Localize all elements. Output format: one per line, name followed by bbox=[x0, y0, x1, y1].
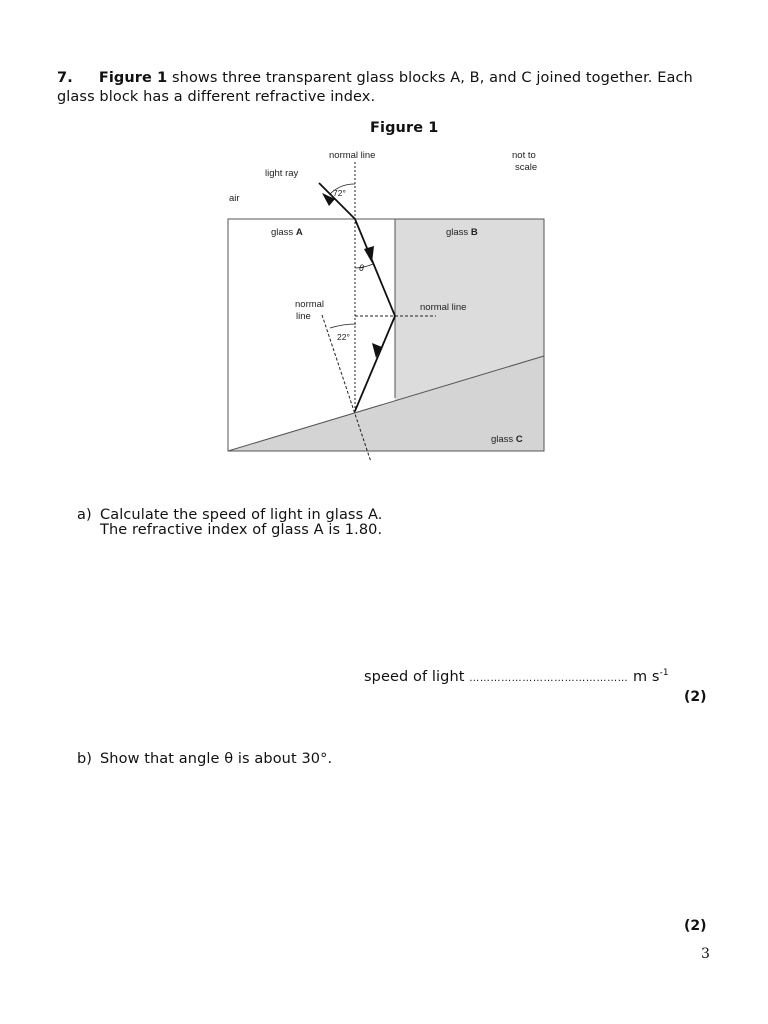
label-light-ray: light ray bbox=[265, 168, 299, 179]
figure-title: Figure 1 bbox=[370, 120, 439, 136]
part-b-marks: (2) bbox=[684, 918, 707, 934]
label-glass-c: glass C bbox=[491, 434, 523, 445]
label-normal-line-top: normal line bbox=[329, 150, 376, 161]
label-angle-72: 72° bbox=[333, 188, 346, 198]
part-a-label: a) bbox=[77, 507, 92, 523]
part-a-marks: (2) bbox=[684, 689, 707, 705]
answer-dots[interactable]: ……………………………………… bbox=[469, 672, 629, 684]
question-intro-line2: glass block has a different refractive index. bbox=[57, 89, 376, 105]
label-normal-line-right: normal line bbox=[420, 302, 467, 313]
label-normal-line-left-1: normal bbox=[295, 299, 325, 310]
question-number: 7. bbox=[57, 70, 73, 86]
answer-unit-superscript: -1 bbox=[659, 668, 669, 678]
label-glass-b: glass B bbox=[446, 227, 478, 238]
label-normal-line-left-2: line bbox=[296, 311, 311, 322]
label-angle-22: 22° bbox=[337, 332, 350, 342]
part-b-text: Show that angle θ is about 30°. bbox=[100, 751, 333, 767]
intro-text-1: shows three transparent glass blocks A, B, and C joined together. Each bbox=[167, 70, 693, 86]
part-a-line1: Calculate the speed of light in glass A. bbox=[100, 507, 383, 523]
label-not-to: not to bbox=[512, 150, 536, 161]
page-number: 3 bbox=[701, 946, 710, 962]
part-a-line2: The refractive index of glass A is 1.80. bbox=[100, 522, 383, 538]
label-scale: scale bbox=[515, 162, 538, 173]
answer-prefix: speed of light bbox=[364, 668, 465, 685]
figure-reference: Figure 1 bbox=[98, 70, 168, 86]
label-theta: θ bbox=[359, 263, 364, 273]
part-a-answer-line bbox=[364, 668, 669, 685]
angle-arc-theta bbox=[355, 264, 373, 268]
angle-arc-22 bbox=[330, 324, 356, 328]
light-ray bbox=[319, 183, 395, 411]
part-b-label: b) bbox=[77, 751, 93, 767]
label-glass-a: glass A bbox=[271, 227, 303, 238]
answer-unit: m s bbox=[632, 668, 660, 685]
label-air: air bbox=[229, 193, 240, 204]
